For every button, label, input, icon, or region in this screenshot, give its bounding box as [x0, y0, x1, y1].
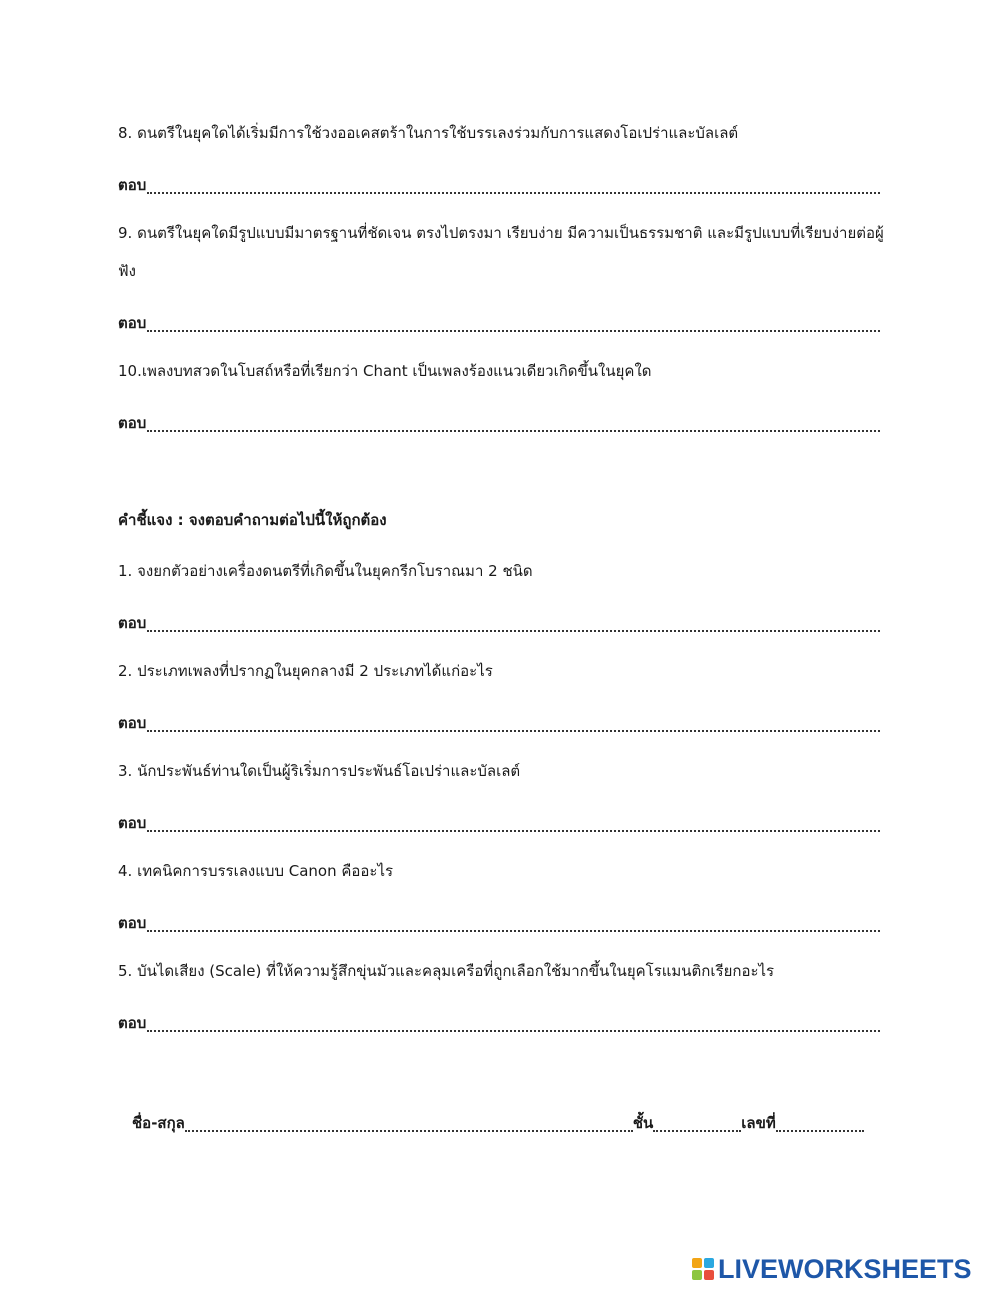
answer-label: ตอบ	[118, 914, 147, 932]
answer-label: ตอบ	[118, 314, 147, 332]
student-info-row	[132, 1110, 872, 1132]
answer-label: ตอบ	[118, 414, 147, 432]
class-input[interactable]	[653, 1112, 741, 1132]
answer-row-10	[118, 410, 880, 432]
liveworksheets-logo	[692, 1254, 972, 1284]
question-b4: 4. เทคนิคการบรรเลงแบบ Canon คืออะไร	[118, 862, 394, 880]
liveworksheets-logo-icon	[692, 1258, 714, 1280]
answer-input-b3[interactable]	[147, 812, 880, 832]
answer-label: ตอบ	[118, 1014, 147, 1032]
answer-label: ตอบ	[118, 176, 147, 194]
question-9: 9. ดนตรีในยุคใดมีรูปแบบมีมาตรฐานที่ชัดเจน ตรงไปตรงมา เรียบง่าย มีความเป็นธรรมชาติ และมีรูปแบบที่เรียบง่ายต่อผู้ฟัง	[118, 224, 884, 280]
question-b2: 2. ประเภทเพลงที่ปรากฏในยุคกลางมี 2 ประเภทได้แก่อะไร	[118, 662, 493, 680]
name-input[interactable]	[185, 1112, 633, 1132]
section-heading: คำชี้แจง : จงตอบคำถามต่อไปนี้ให้ถูกต้อง	[118, 511, 387, 529]
answer-row-b5	[118, 1010, 880, 1032]
answer-input-10[interactable]	[147, 412, 880, 432]
class-label: ชั้น	[632, 1114, 654, 1132]
answer-row-b3	[118, 810, 880, 832]
question-10: 10.เพลงบทสวดในโบสถ์หรือที่เรียกว่า Chant เป็นเพลงร้องแนวเดียวเกิดขึ้นในยุคใด	[118, 362, 652, 380]
answer-row-8	[118, 172, 880, 194]
question-b1: 1. จงยกตัวอย่างเครื่องดนตรีที่เกิดขึ้นในยุคกรีกโบราณมา 2 ชนิด	[118, 562, 533, 580]
question-b3: 3. นักประพันธ์ท่านใดเป็นผู้ริเริ่มการประพันธ์โอเปร่าและบัลเลต์	[118, 762, 521, 780]
answer-row-9	[118, 310, 880, 332]
number-input[interactable]	[776, 1112, 864, 1132]
answer-input-b5[interactable]	[147, 1012, 880, 1032]
answer-label: ตอบ	[118, 714, 147, 732]
answer-label: ตอบ	[118, 614, 147, 632]
answer-input-b4[interactable]	[147, 912, 880, 932]
brand-name: LIVEWORKSHEETS	[718, 1254, 972, 1284]
answer-input-b2[interactable]	[147, 712, 880, 732]
question-b5: 5. บันไดเสียง (Scale) ที่ให้ความรู้สึกขุ่นมัวและคลุมเครือที่ถูกเลือกใช้มากขึ้นในยุคโรแมนติกเรียกอะไร	[118, 962, 775, 980]
name-label: ชื่อ-สกุล	[132, 1114, 185, 1132]
answer-row-b1	[118, 610, 880, 632]
answer-row-b2	[118, 710, 880, 732]
answer-input-b1[interactable]	[147, 612, 880, 632]
answer-input-8[interactable]	[147, 174, 880, 194]
answer-row-b4	[118, 910, 880, 932]
number-label: เลขที่	[741, 1114, 776, 1132]
answer-input-9[interactable]	[147, 312, 880, 332]
question-8: 8. ดนตรีในยุคใดได้เริ่มมีการใช้วงออเคสตร้าในการใช้บรรเลงร่วมกับการแสดงโอเปร่าและบัลเลต์	[118, 124, 739, 142]
answer-label: ตอบ	[118, 814, 147, 832]
